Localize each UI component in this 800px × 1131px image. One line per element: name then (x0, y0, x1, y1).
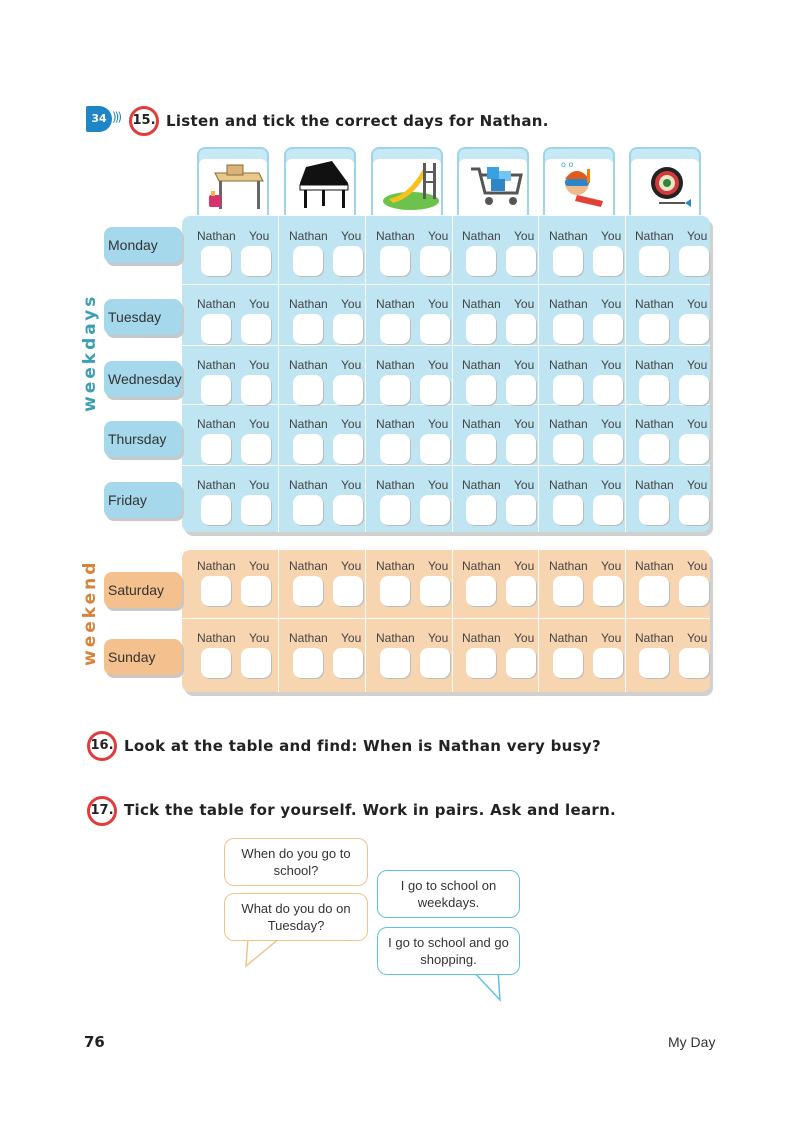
day-tab-friday: Friday (104, 482, 182, 518)
nathan-column-label: Nathan (197, 478, 236, 492)
nathan-column-label: Nathan (635, 631, 674, 645)
svg-text:o o: o o (561, 160, 574, 169)
exercise-16-number: 16. (87, 731, 117, 761)
tick-box-you-monday-6[interactable] (679, 246, 709, 276)
tick-box-you-sunday-4[interactable] (506, 648, 536, 678)
grid-line (182, 284, 710, 285)
nathan-column-label: Nathan (635, 297, 674, 311)
tick-box-you-friday-2[interactable] (333, 495, 363, 525)
tick-box-nathan-thursday-2[interactable] (293, 434, 323, 464)
swimming-boy-icon (551, 157, 611, 213)
grid-line (452, 550, 453, 692)
tick-box-nathan-monday-2[interactable] (293, 246, 323, 276)
you-column-label: You (687, 358, 708, 372)
nathan-column-label: Nathan (462, 297, 501, 311)
tick-box-nathan-wednesday-1[interactable] (201, 375, 231, 405)
grid-line (365, 216, 366, 532)
you-column-label: You (341, 297, 362, 311)
nathan-column-label: Nathan (549, 478, 588, 492)
tick-box-you-saturday-5[interactable] (593, 576, 623, 606)
nathan-column-label: Nathan (376, 229, 415, 243)
nathan-column-label: Nathan (376, 559, 415, 573)
exercise-16-instruction: Look at the table and find: When is Nathan very busy? (124, 737, 601, 755)
nathan-column-label: Nathan (462, 358, 501, 372)
you-column-label: You (687, 559, 708, 573)
tick-box-nathan-wednesday-6[interactable] (639, 375, 669, 405)
grid-line (278, 216, 279, 532)
tick-box-nathan-sunday-2[interactable] (293, 648, 323, 678)
tick-box-nathan-tuesday-2[interactable] (293, 314, 323, 344)
nathan-column-label: Nathan (462, 478, 501, 492)
day-tab-saturday: Saturday (104, 572, 182, 608)
tick-box-nathan-friday-4[interactable] (466, 495, 496, 525)
tick-box-nathan-tuesday-6[interactable] (639, 314, 669, 344)
you-column-label: You (249, 229, 270, 243)
tick-box-you-sunday-1[interactable] (241, 648, 271, 678)
you-column-label: You (687, 631, 708, 645)
nathan-column-label: Nathan (197, 229, 236, 243)
tick-box-nathan-monday-5[interactable] (553, 246, 583, 276)
nathan-column-label: Nathan (549, 417, 588, 431)
you-column-label: You (601, 478, 622, 492)
bubble-question-2: What do you do on Tuesday? (224, 893, 368, 941)
tick-box-you-thursday-3[interactable] (420, 434, 450, 464)
nathan-column-label: Nathan (635, 559, 674, 573)
bubble-tail-blue (468, 970, 508, 1004)
you-column-label: You (687, 417, 708, 431)
tick-box-you-friday-3[interactable] (420, 495, 450, 525)
chapter-title: My Day (668, 1034, 716, 1050)
tick-box-you-saturday-2[interactable] (333, 576, 363, 606)
nathan-column-label: Nathan (376, 297, 415, 311)
nathan-column-label: Nathan (289, 417, 328, 431)
you-column-label: You (601, 559, 622, 573)
tick-box-nathan-friday-3[interactable] (380, 495, 410, 525)
nathan-column-label: Nathan (549, 559, 588, 573)
grid-line (625, 550, 626, 692)
school-desk-icon (205, 157, 265, 213)
activity-card-swimming (543, 147, 615, 215)
you-column-label: You (428, 478, 449, 492)
tick-box-you-saturday-1[interactable] (241, 576, 271, 606)
tick-box-you-sunday-3[interactable] (420, 648, 450, 678)
you-column-label: You (341, 631, 362, 645)
tick-box-you-tuesday-2[interactable] (333, 314, 363, 344)
you-column-label: You (249, 417, 270, 431)
nathan-column-label: Nathan (376, 358, 415, 372)
exercise-15-number: 15. (129, 106, 159, 136)
tick-box-nathan-sunday-6[interactable] (639, 648, 669, 678)
you-column-label: You (514, 417, 535, 431)
grid-line (538, 216, 539, 532)
piano-icon (292, 157, 352, 213)
bubble-answer-1: I go to school on weekdays. (377, 870, 520, 918)
nathan-column-label: Nathan (289, 297, 328, 311)
day-tab-sunday: Sunday (104, 639, 182, 675)
tick-box-nathan-wednesday-4[interactable] (466, 375, 496, 405)
nathan-column-label: Nathan (549, 358, 588, 372)
grid-line (625, 216, 626, 532)
tick-box-you-thursday-5[interactable] (593, 434, 623, 464)
tick-box-you-monday-1[interactable] (241, 246, 271, 276)
you-column-label: You (514, 229, 535, 243)
nathan-column-label: Nathan (635, 358, 674, 372)
weekdays-label: weekdays (80, 293, 100, 412)
tick-box-nathan-tuesday-5[interactable] (553, 314, 583, 344)
nathan-column-label: Nathan (376, 631, 415, 645)
tick-box-nathan-thursday-3[interactable] (380, 434, 410, 464)
you-column-label: You (428, 417, 449, 431)
sound-waves-icon: ))) (112, 110, 121, 124)
nathan-column-label: Nathan (289, 358, 328, 372)
nathan-column-label: Nathan (197, 631, 236, 645)
you-column-label: You (428, 631, 449, 645)
you-column-label: You (687, 229, 708, 243)
bubble-question-1: When do you go to school? (224, 838, 368, 886)
tick-box-nathan-saturday-4[interactable] (466, 576, 496, 606)
you-column-label: You (341, 358, 362, 372)
tick-box-nathan-friday-2[interactable] (293, 495, 323, 525)
tick-box-nathan-monday-6[interactable] (639, 246, 669, 276)
page-number: 76 (84, 1033, 105, 1051)
tick-box-nathan-wednesday-3[interactable] (380, 375, 410, 405)
day-tab-tuesday: Tuesday (104, 299, 182, 335)
grid-line (182, 465, 710, 466)
tick-box-nathan-friday-5[interactable] (553, 495, 583, 525)
nathan-column-label: Nathan (549, 229, 588, 243)
exercise-15-instruction: Listen and tick the correct days for Nathan. (166, 112, 549, 130)
nathan-column-label: Nathan (197, 417, 236, 431)
tick-box-nathan-sunday-3[interactable] (380, 648, 410, 678)
you-column-label: You (341, 559, 362, 573)
tick-box-nathan-sunday-4[interactable] (466, 648, 496, 678)
tick-box-you-sunday-5[interactable] (593, 648, 623, 678)
tick-box-you-saturday-3[interactable] (420, 576, 450, 606)
nathan-column-label: Nathan (289, 229, 328, 243)
tick-box-you-thursday-4[interactable] (506, 434, 536, 464)
tick-box-nathan-thursday-6[interactable] (639, 434, 669, 464)
tick-box-nathan-thursday-5[interactable] (553, 434, 583, 464)
you-column-label: You (428, 358, 449, 372)
tick-box-you-wednesday-2[interactable] (333, 375, 363, 405)
shopping-cart-icon (465, 157, 525, 213)
tick-box-nathan-sunday-1[interactable] (201, 648, 231, 678)
nathan-column-label: Nathan (197, 297, 236, 311)
you-column-label: You (514, 559, 535, 573)
activity-card-school (197, 147, 269, 215)
tick-box-you-friday-1[interactable] (241, 495, 271, 525)
tick-box-you-wednesday-4[interactable] (506, 375, 536, 405)
day-tab-wednesday: Wednesday (104, 361, 182, 397)
tick-box-nathan-tuesday-4[interactable] (466, 314, 496, 344)
darts-icon (637, 157, 697, 213)
tick-box-nathan-tuesday-3[interactable] (380, 314, 410, 344)
nathan-column-label: Nathan (635, 417, 674, 431)
tick-box-you-thursday-2[interactable] (333, 434, 363, 464)
nathan-column-label: Nathan (635, 478, 674, 492)
tick-box-you-sunday-2[interactable] (333, 648, 363, 678)
tick-box-nathan-wednesday-2[interactable] (293, 375, 323, 405)
tick-box-you-monday-3[interactable] (420, 246, 450, 276)
exercise-17-instruction: Tick the table for yourself. Work in pairs. Ask and learn. (124, 801, 617, 819)
you-column-label: You (601, 417, 622, 431)
you-column-label: You (428, 559, 449, 573)
tick-box-you-tuesday-6[interactable] (679, 314, 709, 344)
tick-box-nathan-saturday-1[interactable] (201, 576, 231, 606)
you-column-label: You (514, 358, 535, 372)
grid-line (182, 618, 710, 619)
nathan-column-label: Nathan (635, 229, 674, 243)
grid-line (182, 345, 710, 346)
nathan-column-label: Nathan (549, 297, 588, 311)
you-column-label: You (514, 297, 535, 311)
tick-box-nathan-thursday-4[interactable] (466, 434, 496, 464)
tick-box-nathan-thursday-1[interactable] (201, 434, 231, 464)
you-column-label: You (687, 297, 708, 311)
nathan-column-label: Nathan (289, 559, 328, 573)
tick-box-you-tuesday-4[interactable] (506, 314, 536, 344)
tick-box-nathan-saturday-5[interactable] (553, 576, 583, 606)
you-column-label: You (249, 358, 270, 372)
tick-box-nathan-monday-3[interactable] (380, 246, 410, 276)
nathan-column-label: Nathan (289, 478, 328, 492)
you-column-label: You (249, 559, 270, 573)
nathan-column-label: Nathan (462, 559, 501, 573)
nathan-column-label: Nathan (376, 478, 415, 492)
day-tab-thursday: Thursday (104, 421, 182, 457)
tick-box-nathan-wednesday-5[interactable] (553, 375, 583, 405)
activity-card-shopping (457, 147, 529, 215)
activity-card-darts (629, 147, 701, 215)
you-column-label: You (687, 478, 708, 492)
day-tab-monday: Monday (104, 227, 182, 263)
tick-box-you-sunday-6[interactable] (679, 648, 709, 678)
nathan-column-label: Nathan (462, 631, 501, 645)
you-column-label: You (428, 229, 449, 243)
bubble-tail-orange (240, 938, 300, 970)
tick-box-nathan-saturday-6[interactable] (639, 576, 669, 606)
tick-box-nathan-monday-1[interactable] (201, 246, 231, 276)
tick-box-you-tuesday-1[interactable] (241, 314, 271, 344)
nathan-column-label: Nathan (197, 358, 236, 372)
tick-box-nathan-tuesday-1[interactable] (201, 314, 231, 344)
you-column-label: You (249, 478, 270, 492)
tick-box-you-thursday-6[interactable] (679, 434, 709, 464)
you-column-label: You (249, 297, 270, 311)
weekend-label: weekend (80, 559, 100, 666)
tick-box-you-saturday-6[interactable] (679, 576, 709, 606)
you-column-label: You (601, 297, 622, 311)
tick-box-nathan-friday-6[interactable] (639, 495, 669, 525)
nathan-column-label: Nathan (197, 559, 236, 573)
activity-card-playground (371, 147, 443, 215)
tick-box-you-friday-6[interactable] (679, 495, 709, 525)
you-column-label: You (601, 631, 622, 645)
nathan-column-label: Nathan (462, 229, 501, 243)
tick-box-you-friday-5[interactable] (593, 495, 623, 525)
tick-box-you-friday-4[interactable] (506, 495, 536, 525)
you-column-label: You (249, 631, 270, 645)
you-column-label: You (601, 358, 622, 372)
you-column-label: You (514, 478, 535, 492)
tick-box-you-wednesday-5[interactable] (593, 375, 623, 405)
nathan-column-label: Nathan (549, 631, 588, 645)
tick-box-you-tuesday-5[interactable] (593, 314, 623, 344)
you-column-label: You (341, 478, 362, 492)
you-column-label: You (601, 229, 622, 243)
tick-box-you-saturday-4[interactable] (506, 576, 536, 606)
tick-box-nathan-friday-1[interactable] (201, 495, 231, 525)
tick-box-you-wednesday-6[interactable] (679, 375, 709, 405)
slide-icon (379, 157, 439, 213)
tick-box-you-monday-2[interactable] (333, 246, 363, 276)
you-column-label: You (341, 417, 362, 431)
tick-box-nathan-monday-4[interactable] (466, 246, 496, 276)
tick-box-nathan-saturday-3[interactable] (380, 576, 410, 606)
tick-box-you-wednesday-3[interactable] (420, 375, 450, 405)
nathan-column-label: Nathan (376, 417, 415, 431)
tick-box-you-wednesday-1[interactable] (241, 375, 271, 405)
tick-box-nathan-saturday-2[interactable] (293, 576, 323, 606)
grid-line (538, 550, 539, 692)
audio-track-badge[interactable]: 34 (86, 106, 112, 132)
you-column-label: You (341, 229, 362, 243)
nathan-column-label: Nathan (289, 631, 328, 645)
tick-box-nathan-sunday-5[interactable] (553, 648, 583, 678)
tick-box-you-thursday-1[interactable] (241, 434, 271, 464)
you-column-label: You (428, 297, 449, 311)
you-column-label: You (514, 631, 535, 645)
grid-line (278, 550, 279, 692)
activity-card-piano (284, 147, 356, 215)
exercise-17-number: 17. (87, 796, 117, 826)
tick-box-you-tuesday-3[interactable] (420, 314, 450, 344)
nathan-column-label: Nathan (462, 417, 501, 431)
bubble-answer-2: I go to school and go shopping. (377, 927, 520, 975)
grid-line (365, 550, 366, 692)
grid-line (452, 216, 453, 532)
tick-box-you-monday-4[interactable] (506, 246, 536, 276)
tick-box-you-monday-5[interactable] (593, 246, 623, 276)
